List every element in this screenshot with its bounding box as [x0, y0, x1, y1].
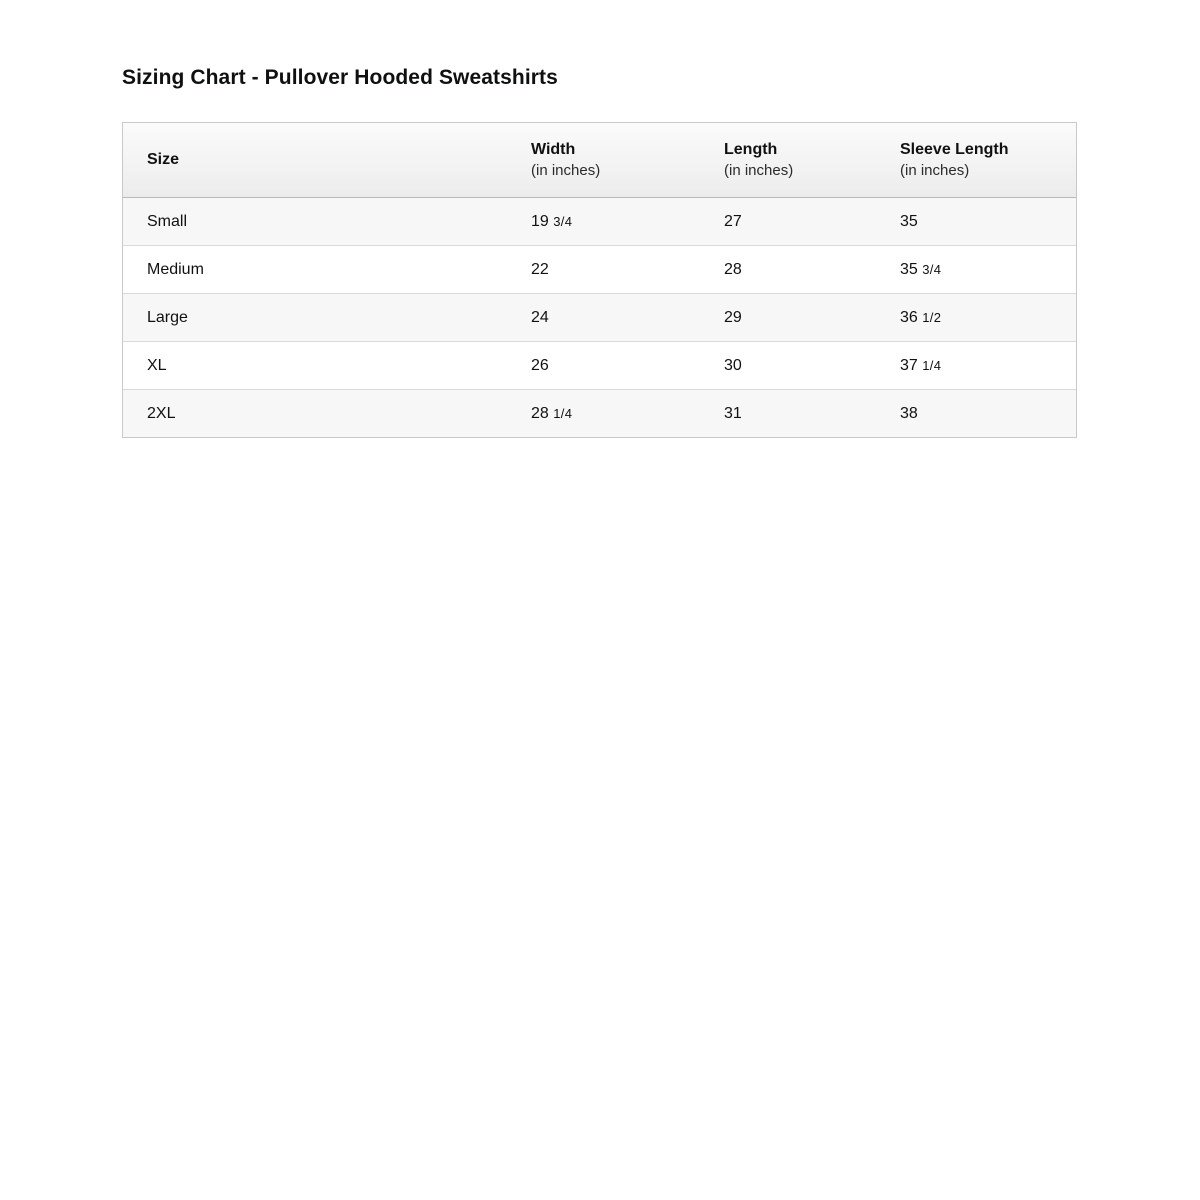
header-row — [123, 123, 1076, 198]
measurement-cell: 31 — [724, 404, 742, 422]
measurement-cell: 30 — [724, 356, 742, 374]
fraction-value: 1/2 — [922, 309, 942, 325]
measurement-cell: 19 3/4 — [531, 212, 573, 230]
table-row — [123, 294, 1076, 342]
measurement-cell: 35 3/4 — [900, 260, 942, 278]
column-header-sublabel: (in inches) — [724, 162, 794, 179]
sizing-table — [123, 123, 1076, 437]
fraction-value: 3/4 — [553, 213, 573, 229]
measurement-cell: 22 — [531, 260, 549, 278]
measurement-cell: 38 — [900, 404, 918, 422]
measurement-cell: 37 1/4 — [900, 356, 942, 374]
size-cell: XL — [147, 356, 167, 374]
column-header-sleeve-length — [900, 123, 1076, 198]
table-row — [123, 198, 1076, 246]
measurement-cell: 26 — [531, 356, 549, 374]
column-header-size — [123, 123, 531, 198]
table-header — [123, 123, 1076, 198]
measurement-cell: 27 — [724, 212, 742, 230]
measurement-cell: 24 — [531, 308, 549, 326]
fraction-value: 1/4 — [553, 405, 573, 421]
fraction-value: 1/4 — [922, 357, 942, 373]
column-header-label: Sleeve Length — [900, 141, 1009, 158]
measurement-cell: 36 1/2 — [900, 308, 942, 326]
table-body — [123, 198, 1076, 438]
fraction-value: 3/4 — [922, 261, 942, 277]
measurement-cell: 29 — [724, 308, 742, 326]
table-row — [123, 246, 1076, 294]
sizing-table-container — [122, 122, 1077, 438]
page-title: Sizing Chart - Pullover Hooded Sweatshirts — [122, 66, 558, 89]
size-cell: Medium — [147, 260, 204, 278]
column-header-label: Size — [147, 151, 180, 168]
column-header-sublabel: (in inches) — [531, 162, 601, 179]
size-cell: 2XL — [147, 404, 176, 422]
column-header-sublabel: (in inches) — [900, 162, 970, 179]
table-row — [123, 342, 1076, 390]
table-row — [123, 390, 1076, 438]
measurement-cell: 28 — [724, 260, 742, 278]
column-header-width — [531, 123, 724, 198]
size-cell: Large — [147, 308, 188, 326]
column-header-length — [724, 123, 900, 198]
measurement-cell: 35 — [900, 212, 918, 230]
column-header-label: Width — [531, 141, 576, 158]
column-header-label: Length — [724, 141, 778, 158]
size-cell: Small — [147, 212, 188, 230]
measurement-cell: 28 1/4 — [531, 404, 573, 422]
